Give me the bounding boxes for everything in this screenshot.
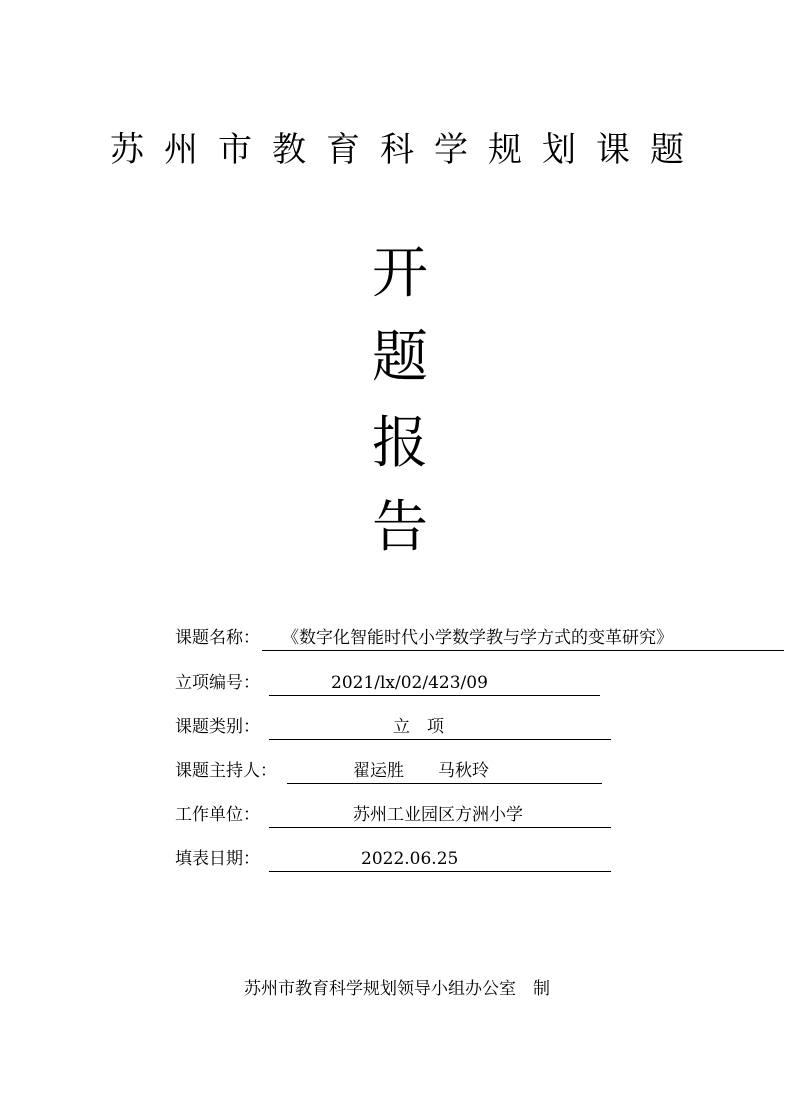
footer-issuer: 苏州市教育科学规划领导小组办公室 制: [244, 979, 550, 999]
report-title-char-1: 开: [372, 241, 428, 306]
field-label: 课题类别：: [175, 717, 260, 737]
field-underline: [269, 671, 600, 696]
field-label: 工作单位：: [175, 805, 260, 825]
field-underline: [269, 847, 611, 872]
report-title-char-4: 告: [372, 495, 428, 560]
field-value: 2021/lx/02/423/09: [331, 673, 488, 693]
field-label: 填表日期：: [175, 849, 260, 869]
field-underline: [287, 759, 602, 784]
header-title: 苏州市教育科学规划课题: [110, 130, 704, 170]
report-title-char-2: 题: [372, 325, 428, 390]
field-label: 立项编号：: [175, 673, 260, 693]
field-value: 《数字化智能时代小学数学教与学方式的变革研究》: [282, 628, 673, 648]
field-value: 立 项: [393, 717, 444, 737]
report-title-char-3: 报: [372, 411, 428, 476]
field-label: 课题主持人：: [175, 761, 277, 781]
field-underline: [262, 626, 784, 651]
field-value: 翟运胜 马秋玲: [353, 761, 489, 781]
field-value: 苏州工业园区方洲小学: [353, 805, 523, 825]
field-underline: [269, 715, 611, 740]
field-label: 课题名称：: [175, 628, 260, 648]
field-value: 2022.06.25: [361, 849, 459, 869]
field-underline: [269, 803, 611, 828]
